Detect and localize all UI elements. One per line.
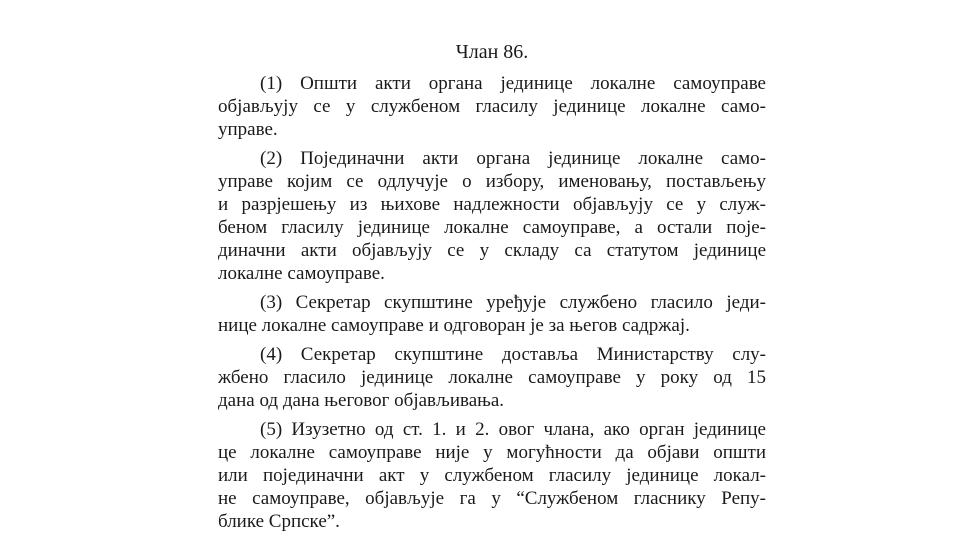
paragraph-line: (2) Појединачни акти органа јединице локалне само-	[260, 148, 766, 169]
paragraph-line: нице локалне самоуправе и одговоран је за његов садржај.	[218, 315, 690, 336]
paragraph-line: (5) Изузетно од ст. 1. и 2. овог члана, ако орган јединице	[260, 419, 766, 440]
paragraph-5	[218, 418, 766, 533]
paragraph-line: не самоуправе, објављује га у “Службеном гласнику Репу-	[218, 488, 766, 509]
paragraph-line: или појединачни акт у службеном гласилу јединице локал-	[218, 465, 766, 486]
paragraph-line: блике Српске”.	[218, 511, 340, 532]
article-title: Члан 86.	[455, 41, 529, 63]
paragraph-line: (4) Секретар скупштине доставља Министарству слу-	[260, 344, 766, 365]
paragraph-line: управе.	[218, 119, 278, 140]
paragraph-2	[218, 147, 766, 285]
paragraph-line: управе којим се одлучује о избору, именовању, постављењу	[218, 171, 766, 192]
paragraph-line: диначни акти објављују се у складу са статутом јединице	[218, 240, 766, 261]
paragraph-1	[218, 72, 766, 141]
paragraph-line: и разрјешењу из њихове надлежности објављују се у служ-	[218, 194, 766, 215]
paragraph-line: жбено гласило јединице локалне самоуправе у року од 15	[218, 367, 766, 388]
paragraph-4	[218, 343, 766, 412]
paragraph-line: (3) Секретар скупштине уређује службено гласило једи-	[260, 292, 766, 313]
paragraph-line: дана од дана његовог објављивања.	[218, 390, 505, 411]
paragraph-3	[218, 291, 766, 337]
paragraph-line: (1) Општи акти органа јединице локалне самоуправе	[260, 73, 766, 94]
paragraph-line: беном гласилу јединице локалне самоуправе, а остали поје-	[218, 217, 766, 238]
article-86	[218, 38, 766, 539]
paragraph-line: објављују се у службеном гласилу јединице локалне само-	[218, 96, 766, 117]
paragraph-line: це локалне самоуправе није у могућности да објави општи	[218, 442, 766, 463]
paragraph-line: локалне самоуправе.	[218, 263, 385, 284]
